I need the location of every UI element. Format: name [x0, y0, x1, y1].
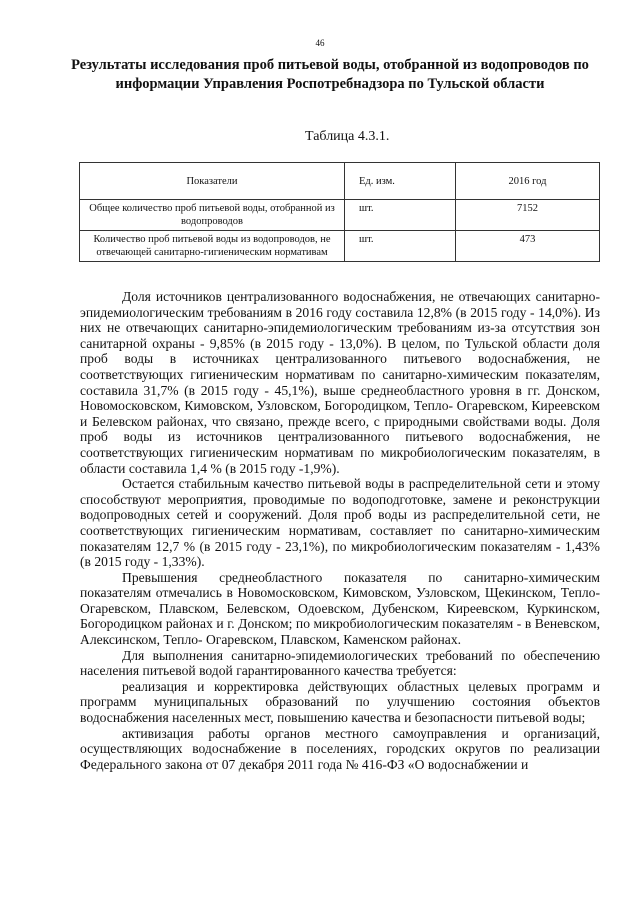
table-caption: Таблица 4.3.1.	[305, 129, 390, 144]
paragraph: Доля источников централизованного водоснабжения, не отвечающих санитарно-эпидемиологическим требованиям в 2016 году составила 12,8% (в 2015 году - 14,0%). Из них не отвечающих санитарно-эпидемиологическим требованиям из-за отсутствия зон санитарной охраны - 9,85% (в 2015 году - 13,0%). В целом, по Тульской области доля проб воды в источниках централизованного питьевого водоснабжения, не соответствующих гигиеническим нормативам по санитарно-химическим показателям, составила 31,7% (в 2015 году - 45,1%), выше среднеобластного уровня в гг. Донском, Новомосковском, Кимовском, Узловском, Богородицком, Тепло- Огаревском, Киреевском и Белевском районах, что связано, прежде всего, с природными свойствами воды. Доля проб воды из источников централизованного питьевого водоснабжения, не соответствующих гигиеническим нормативам по микробиологическим показателям, в области составила 1,4 % (в 2015 году -1,9%).	[80, 289, 600, 476]
paragraph: Остается стабильным качество питьевой воды в распределительной сети и этому способствуют мероприятия, проводимые по водоподготовке, замене и реконструкции водопроводных сетей и сооружений. Доля проб воды из распределительной сети, не соответствующих гигиеническим нормативам, составляет по санитарно-химическим показателям 12,7 % (в 2015 году - 23,1%), по микробиологическим показателям - 1,43% (в 2015 году - 1,33%).	[80, 476, 600, 570]
section-title: Результаты исследования проб питьевой воды, отобранной из водопроводов по информации Управления Роспотребнадзора по Тульской области	[71, 57, 589, 92]
row-unit: шт.	[345, 231, 456, 262]
header-year: 2016 год	[456, 163, 600, 200]
paragraph: реализация и корректировка действующих областных целевых программ и программ муниципальных образований по улучшению состояния объектов водоснабжения населенных мест, повышению качества и безопасности питьевой воды;	[80, 678, 600, 726]
row-indicator: Общее количество проб питьевой воды, отобранной из водопроводов	[80, 200, 345, 231]
table-row	[80, 200, 600, 231]
header-indicator: Показатели	[80, 163, 345, 200]
row-value: 473	[456, 231, 600, 262]
paragraph: Для выполнения санитарно-эпидемиологических требований по обеспечению населения питьевой водой гарантированного качества требуется:	[80, 647, 600, 679]
header-unit: Ед. изм.	[345, 163, 456, 200]
table-header-row	[80, 163, 600, 200]
row-indicator: Количество проб питьевой воды из водопроводов, не отвечающей санитарно-гигиеническим нормативам	[80, 231, 345, 262]
paragraph: Превышения среднеобластного показателя по санитарно-химическим показателям отмечались в Новомосковском, Кимовском, Узловском, Щекинском, Тепло-Огаревском, Плавском, Белевском, Одоевском, Дубенском, Киреевском, Куркинском, Богородицком районах и г. Донском; по микробиологическим показателям - в Веневском, Алексинском, Тепло- Огаревском, Плавском, Каменском районах.	[80, 569, 600, 648]
row-unit: шт.	[345, 200, 456, 231]
paragraph: активизация работы органов местного самоуправления и организаций, осуществляющих водоснабжение в поселениях, городских округов по реализации Федерального закона от 07 декабря 2011 года № 416-ФЗ «О водоснабжении и	[80, 725, 600, 772]
row-value: 7152	[456, 200, 600, 231]
results-table	[79, 162, 600, 262]
table-row	[80, 231, 600, 262]
page-number: 46	[315, 38, 325, 48]
body-text	[80, 289, 600, 772]
